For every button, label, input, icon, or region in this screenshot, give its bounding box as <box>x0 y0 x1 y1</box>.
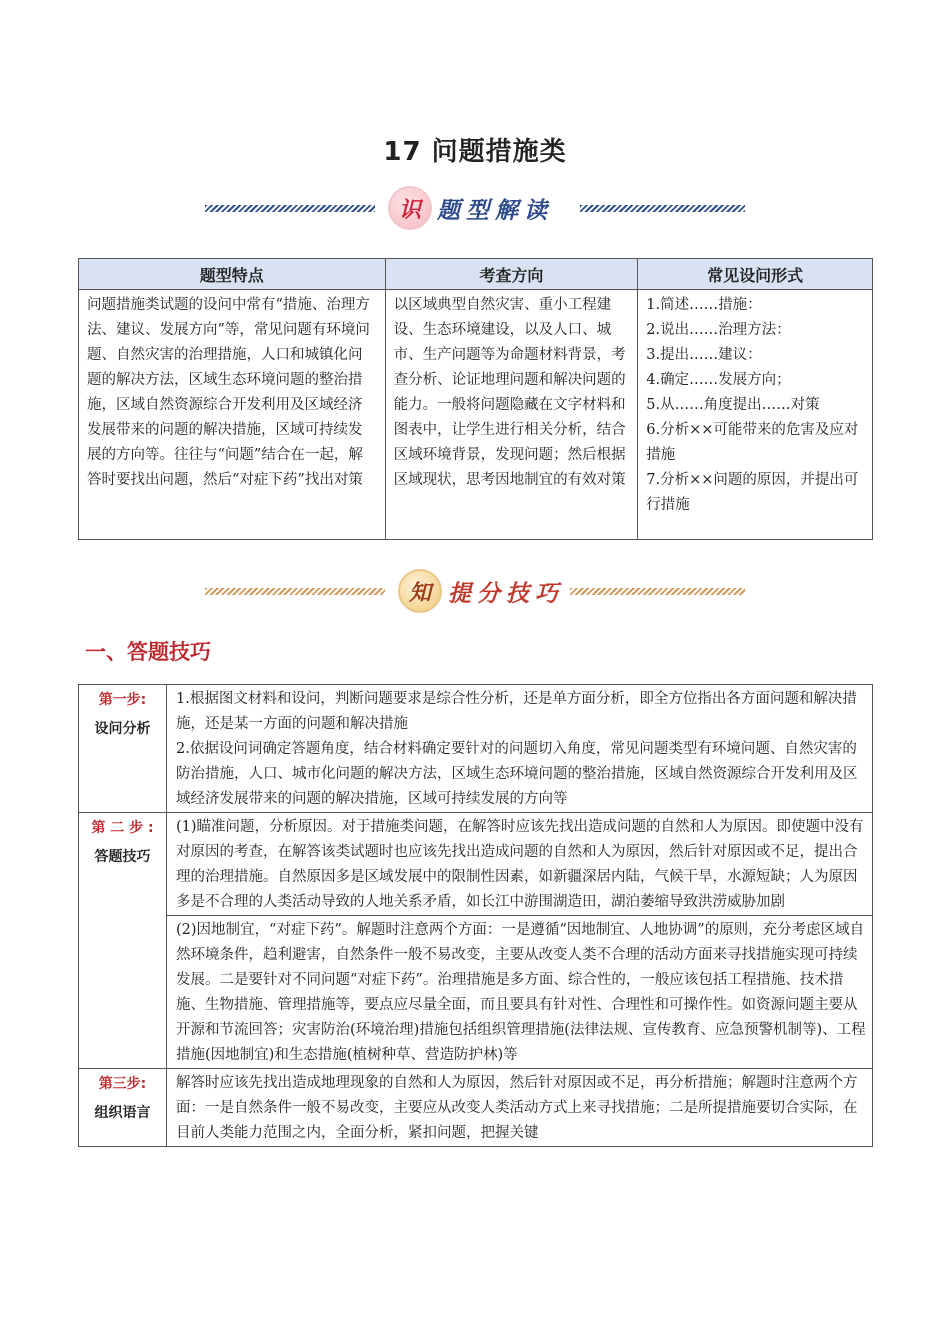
step-name: 设问分析 <box>94 721 151 737</box>
form-item: 5.从……角度提出……对策 <box>646 397 820 413</box>
step-row <box>79 685 873 813</box>
step-body <box>167 916 873 1069</box>
form-item: 2.说出……治理方法： <box>646 322 791 338</box>
step-body <box>167 1069 873 1147</box>
step-number: 第三步: <box>98 1076 147 1092</box>
step-number: 第一步: <box>98 692 147 708</box>
banner-stripe-right <box>570 588 745 595</box>
header-forms: 常见设问形式 <box>638 259 873 290</box>
step-row <box>79 813 873 916</box>
step-body <box>167 685 873 813</box>
question-type-table <box>78 258 873 540</box>
form-item: 6.分析××可能带来的危害及应对措施 <box>646 422 859 463</box>
direction-cell: 以区域典型自然灾害、重小工程建设、生态环境建设，以及人口、城市、生产问题等为命题材料背景，考查分析、论证地理问题和解决问题的能力。一般将问题隐藏在文字材料和图表中，让学生进行相关分析，结合区域环境背景，发现问题；然后根据区域现状，思考因地制宜的有效对策 <box>385 290 638 540</box>
banner-stripe-left <box>205 205 375 212</box>
page-title: 17 问题措施类 <box>383 137 567 167</box>
header-features: 题型特点 <box>79 259 386 290</box>
table-row <box>79 290 873 540</box>
step-paragraph: 解答时应该先找出造成地理现象的自然和人为原因，然后针对原因或不足，再分析措施；解题时注意两个方面：一是自然条件一般不易改变，主要应从改变人类活动方式上来寻找措施；二是所提措施要切合实际，在目前人类能力范围之内，全面分析，紧扣问题，把握关键 <box>176 1075 858 1141</box>
step-paragraph: 2.依据设问词确定答题角度，结合材料确定要针对的问题切入角度，常见问题类型有环境问题、自然灾害的防治措施，人口、城市化问题的解决方法，区域生态环境问题的整治措施，区域自然资源综合开发利用及区域经济发展带来的问题的解决措施，区域可持续发展的方向等 <box>176 741 858 807</box>
step-label-cell <box>79 1069 167 1147</box>
step-label-cell <box>79 813 167 1069</box>
question-type-banner <box>205 186 745 230</box>
step-number: 第 二 步 : <box>91 820 154 836</box>
step-body <box>167 813 873 916</box>
step-paragraph: (2)因地制宜，“对症下药”。解题时注意两个方面：一是遵循“因地制宜、人地协调”的原则，充分考虑区域自然环境条件，趋利避害，自然条件一般不易改变，主要从改变人类不合理的活动方面来寻找措施实现可持续发展。二是要针对不同问题“对症下药”。治理措施是多方面、综合性的，一般应该包括工程措施、技术措施、生物措施、管理措施等，要点应尽量全面，而且要具有针对性、合理性和可操作性。如资源问题主要从开源和节流回答；灾害防治(环境治理)措施包括组织管理措施(法律法规、宣传教育、应急预警机制等)、工程措施(因地制宜)和生态措施(植树种草、营造防护林)等 <box>176 922 866 1063</box>
banner-stripe-right <box>580 205 745 212</box>
form-item: 3.提出……建议： <box>646 347 762 363</box>
banner-label: 提分技巧 <box>448 581 564 607</box>
step-paragraph: (1)瞄准问题，分析原因。对于措施类问题，在解答时应该先找出造成问题的自然和人为原因。即使题中没有对原因的考查，在解答该类试题时也应该先找出造成问题的自然和人为原因，然后针对原因或不足，提出合理的治理措施。自然原因多是区域发展中的限制性因素，如新疆深居内陆，气候干旱，水源短缺；人为原因多是不合理的人类活动导致的人地关系矛盾，如长江中游围湖造田，湖泊萎缩导致洪涝威胁加剧 <box>176 819 864 910</box>
step-label-cell <box>79 685 167 813</box>
step-row <box>79 916 873 1069</box>
form-item: 1.简述……措施： <box>646 297 762 313</box>
form-item: 7.分析××问题的原因，并提出可行措施 <box>646 472 859 513</box>
features-cell: 问题措施类试题的设问中常有“措施、治理方法、建议、发展方向”等，常见问题有环境问题、自然灾害的治理措施，人口和城镇化问题的解决方法，区域生态环境问题的整治措施，区域自然资源综合开发利用及区域经济发展带来的问题的解决措施，区域可持续发展的方向等。往往与“问题”结合在一起，解答时要找出问题，然后“对症下药”找出对策 <box>79 290 386 540</box>
forms-cell <box>638 290 873 540</box>
banner-stripe-left <box>205 588 385 595</box>
form-item: 4.确定……发展方向； <box>646 372 791 388</box>
step-row <box>79 1069 873 1147</box>
zhi-badge-icon: 知 <box>398 569 442 613</box>
step-name: 组织语言 <box>94 1105 151 1121</box>
score-tips-banner <box>205 569 745 613</box>
shi-badge-icon: 识 <box>388 186 432 230</box>
step-name: 答题技巧 <box>94 849 151 865</box>
banner-label: 题型解读 <box>437 198 553 224</box>
steps-table <box>78 684 873 1147</box>
table-header-row <box>79 259 873 290</box>
section-heading: 一、答题技巧 <box>85 640 211 664</box>
step-paragraph: 1.根据图文材料和设问，判断问题要求是综合性分析，还是单方面分析，即全方位指出各方面问题和解决措施，还是某一方面的问题和解决措施 <box>176 691 857 732</box>
header-direction: 考查方向 <box>385 259 638 290</box>
